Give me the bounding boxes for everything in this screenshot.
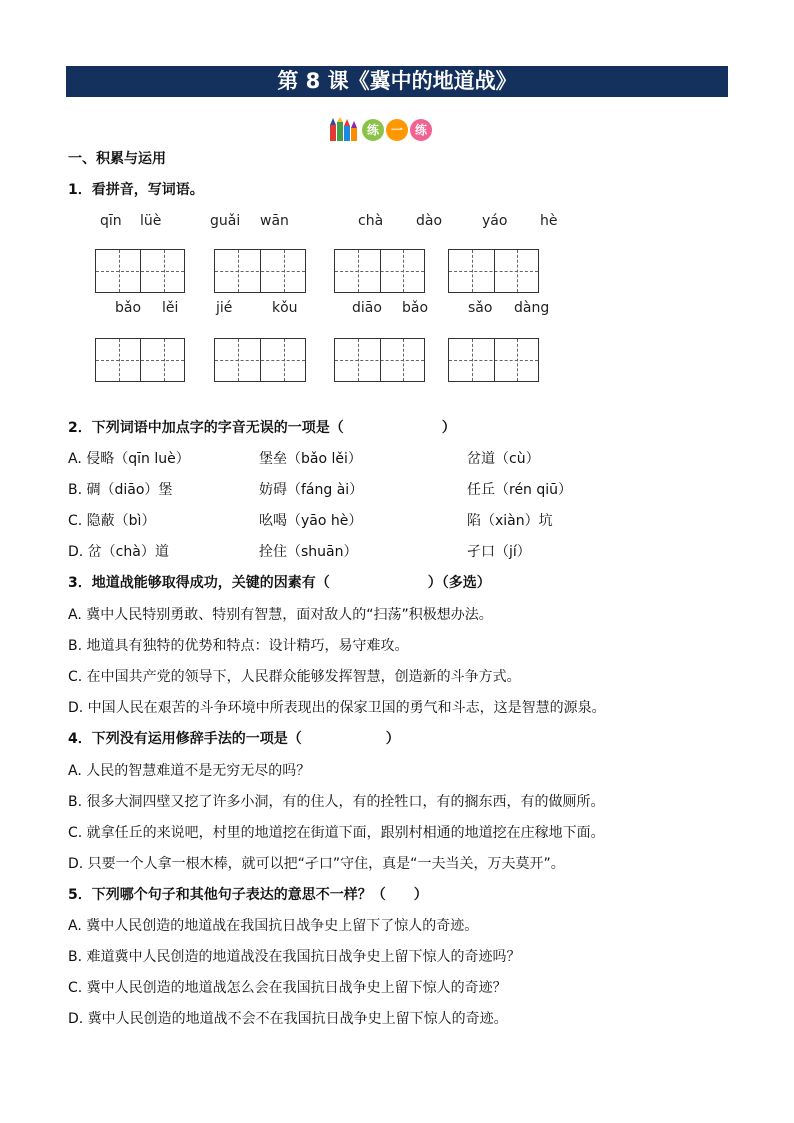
writing-grid[interactable] xyxy=(95,249,185,293)
q2-option[interactable]: 堡垒（bǎo lěi） xyxy=(259,451,362,467)
q5-option[interactable]: B. 难道冀中人民创造的地道战没在我国抗日战争史上留下惊人的奇迹吗？ xyxy=(68,949,521,965)
q2-option[interactable]: 陷（xiàn）坑 xyxy=(467,513,553,529)
pinyin: yáo xyxy=(482,213,508,229)
q4-option[interactable]: C. 就拿任丘的来说吧，村里的地道挖在街道下面，跟别村相通的地道挖在庄稼地下面。 xyxy=(68,825,605,841)
practice-badge xyxy=(328,116,432,144)
pinyin: sǎo xyxy=(468,300,493,316)
question-1-prompt: 1．看拼音，写词语。 xyxy=(68,182,204,198)
pinyin: diāo xyxy=(352,300,382,316)
q2-option[interactable]: A. 侵略（qīn luè） xyxy=(68,451,190,467)
badge-char-3: 练 xyxy=(410,119,432,141)
pinyin: lěi xyxy=(162,300,179,316)
q5-option[interactable]: A. 冀中人民创造的地道战在我国抗日战争史上留下了惊人的奇迹。 xyxy=(68,918,479,934)
writing-grid[interactable] xyxy=(334,338,425,382)
pinyin: bǎo xyxy=(115,300,142,316)
q4-option[interactable]: B. 很多大洞四壁又挖了许多小洞，有的住人，有的拴牲口，有的搁东西，有的做厕所。 xyxy=(68,794,605,810)
lesson-title: 第 8 课《冀中的地道战》 xyxy=(277,69,517,93)
writing-grid[interactable] xyxy=(334,249,425,293)
pinyin: bǎo xyxy=(402,300,429,316)
q2-option[interactable]: 拴住（shuān） xyxy=(259,544,358,560)
q2-option[interactable]: 任丘（rén qiū） xyxy=(467,482,573,498)
writing-grid[interactable] xyxy=(214,338,306,382)
pinyin: wān xyxy=(260,213,289,229)
pinyin: hè xyxy=(540,213,558,229)
writing-grid[interactable] xyxy=(448,338,539,382)
q2-option[interactable]: D. 岔（chà）道 xyxy=(68,544,169,560)
q5-option[interactable]: D. 冀中人民创造的地道战不会不在我国抗日战争史上留下惊人的奇迹。 xyxy=(68,1011,508,1027)
q3-option[interactable]: A. 冀中人民特别勇敢、特别有智慧，面对敌人的“扫荡”积极想办法。 xyxy=(68,607,493,623)
section-heading: 一、积累与运用 xyxy=(68,151,166,167)
pinyin: chà xyxy=(358,213,384,229)
question-2-prompt: 2．下列词语中加点字的字音无误的一项是（ ） xyxy=(68,420,456,436)
pinyin: qīn xyxy=(100,213,122,229)
lesson-title-bar xyxy=(66,66,728,97)
castle-icon xyxy=(328,117,360,143)
question-4-prompt: 4．下列没有运用修辞手法的一项是（ ） xyxy=(68,731,400,747)
writing-grid[interactable] xyxy=(214,249,306,293)
q2-option[interactable]: B. 碉（diāo）堡 xyxy=(68,482,173,498)
q3-option[interactable]: B. 地道具有独特的优势和特点：设计精巧，易守难攻。 xyxy=(68,638,409,654)
pinyin: dàng xyxy=(514,300,550,316)
pinyin: lüè xyxy=(140,213,162,229)
question-3-prompt: 3．地道战能够取得成功，关键的因素有（ ）（多选） xyxy=(68,575,491,591)
badge-char-2: 一 xyxy=(386,119,408,141)
q3-option[interactable]: C. 在中国共产党的领导下，人民群众能够发挥智慧，创造新的斗争方式。 xyxy=(68,669,521,685)
q2-option[interactable]: 岔道（cù） xyxy=(467,451,540,467)
pinyin: guǎi xyxy=(210,213,241,229)
q4-option[interactable]: A. 人民的智慧难道不是无穷无尽的吗？ xyxy=(68,763,311,779)
q5-option[interactable]: C. 冀中人民创造的地道战怎么会在我国抗日战争史上留下惊人的奇迹？ xyxy=(68,980,507,996)
q3-option[interactable]: D. 中国人民在艰苦的斗争环境中所表现出的保家卫国的勇气和斗志，这是智慧的源泉。 xyxy=(68,700,606,716)
badge-char-1: 练 xyxy=(362,119,384,141)
question-5-prompt: 5．下列哪个句子和其他句子表达的意思不一样？（ ） xyxy=(68,887,428,903)
pinyin: jié xyxy=(216,300,233,316)
writing-grid[interactable] xyxy=(448,249,539,293)
q2-option[interactable]: C. 隐蔽（bì） xyxy=(68,513,156,529)
q2-option[interactable]: 吆喝（yāo hè） xyxy=(259,513,363,529)
pinyin: kǒu xyxy=(272,300,298,316)
pinyin: dào xyxy=(416,213,443,229)
q4-option[interactable]: D. 只要一个人拿一根木棒，就可以把“孑口”守住，真是“一夫当关，万夫莫开”。 xyxy=(68,856,565,872)
q2-option[interactable]: 孑口（jí） xyxy=(467,544,531,560)
writing-grid[interactable] xyxy=(95,338,185,382)
q2-option[interactable]: 妨碍（fáng ài） xyxy=(259,482,364,498)
